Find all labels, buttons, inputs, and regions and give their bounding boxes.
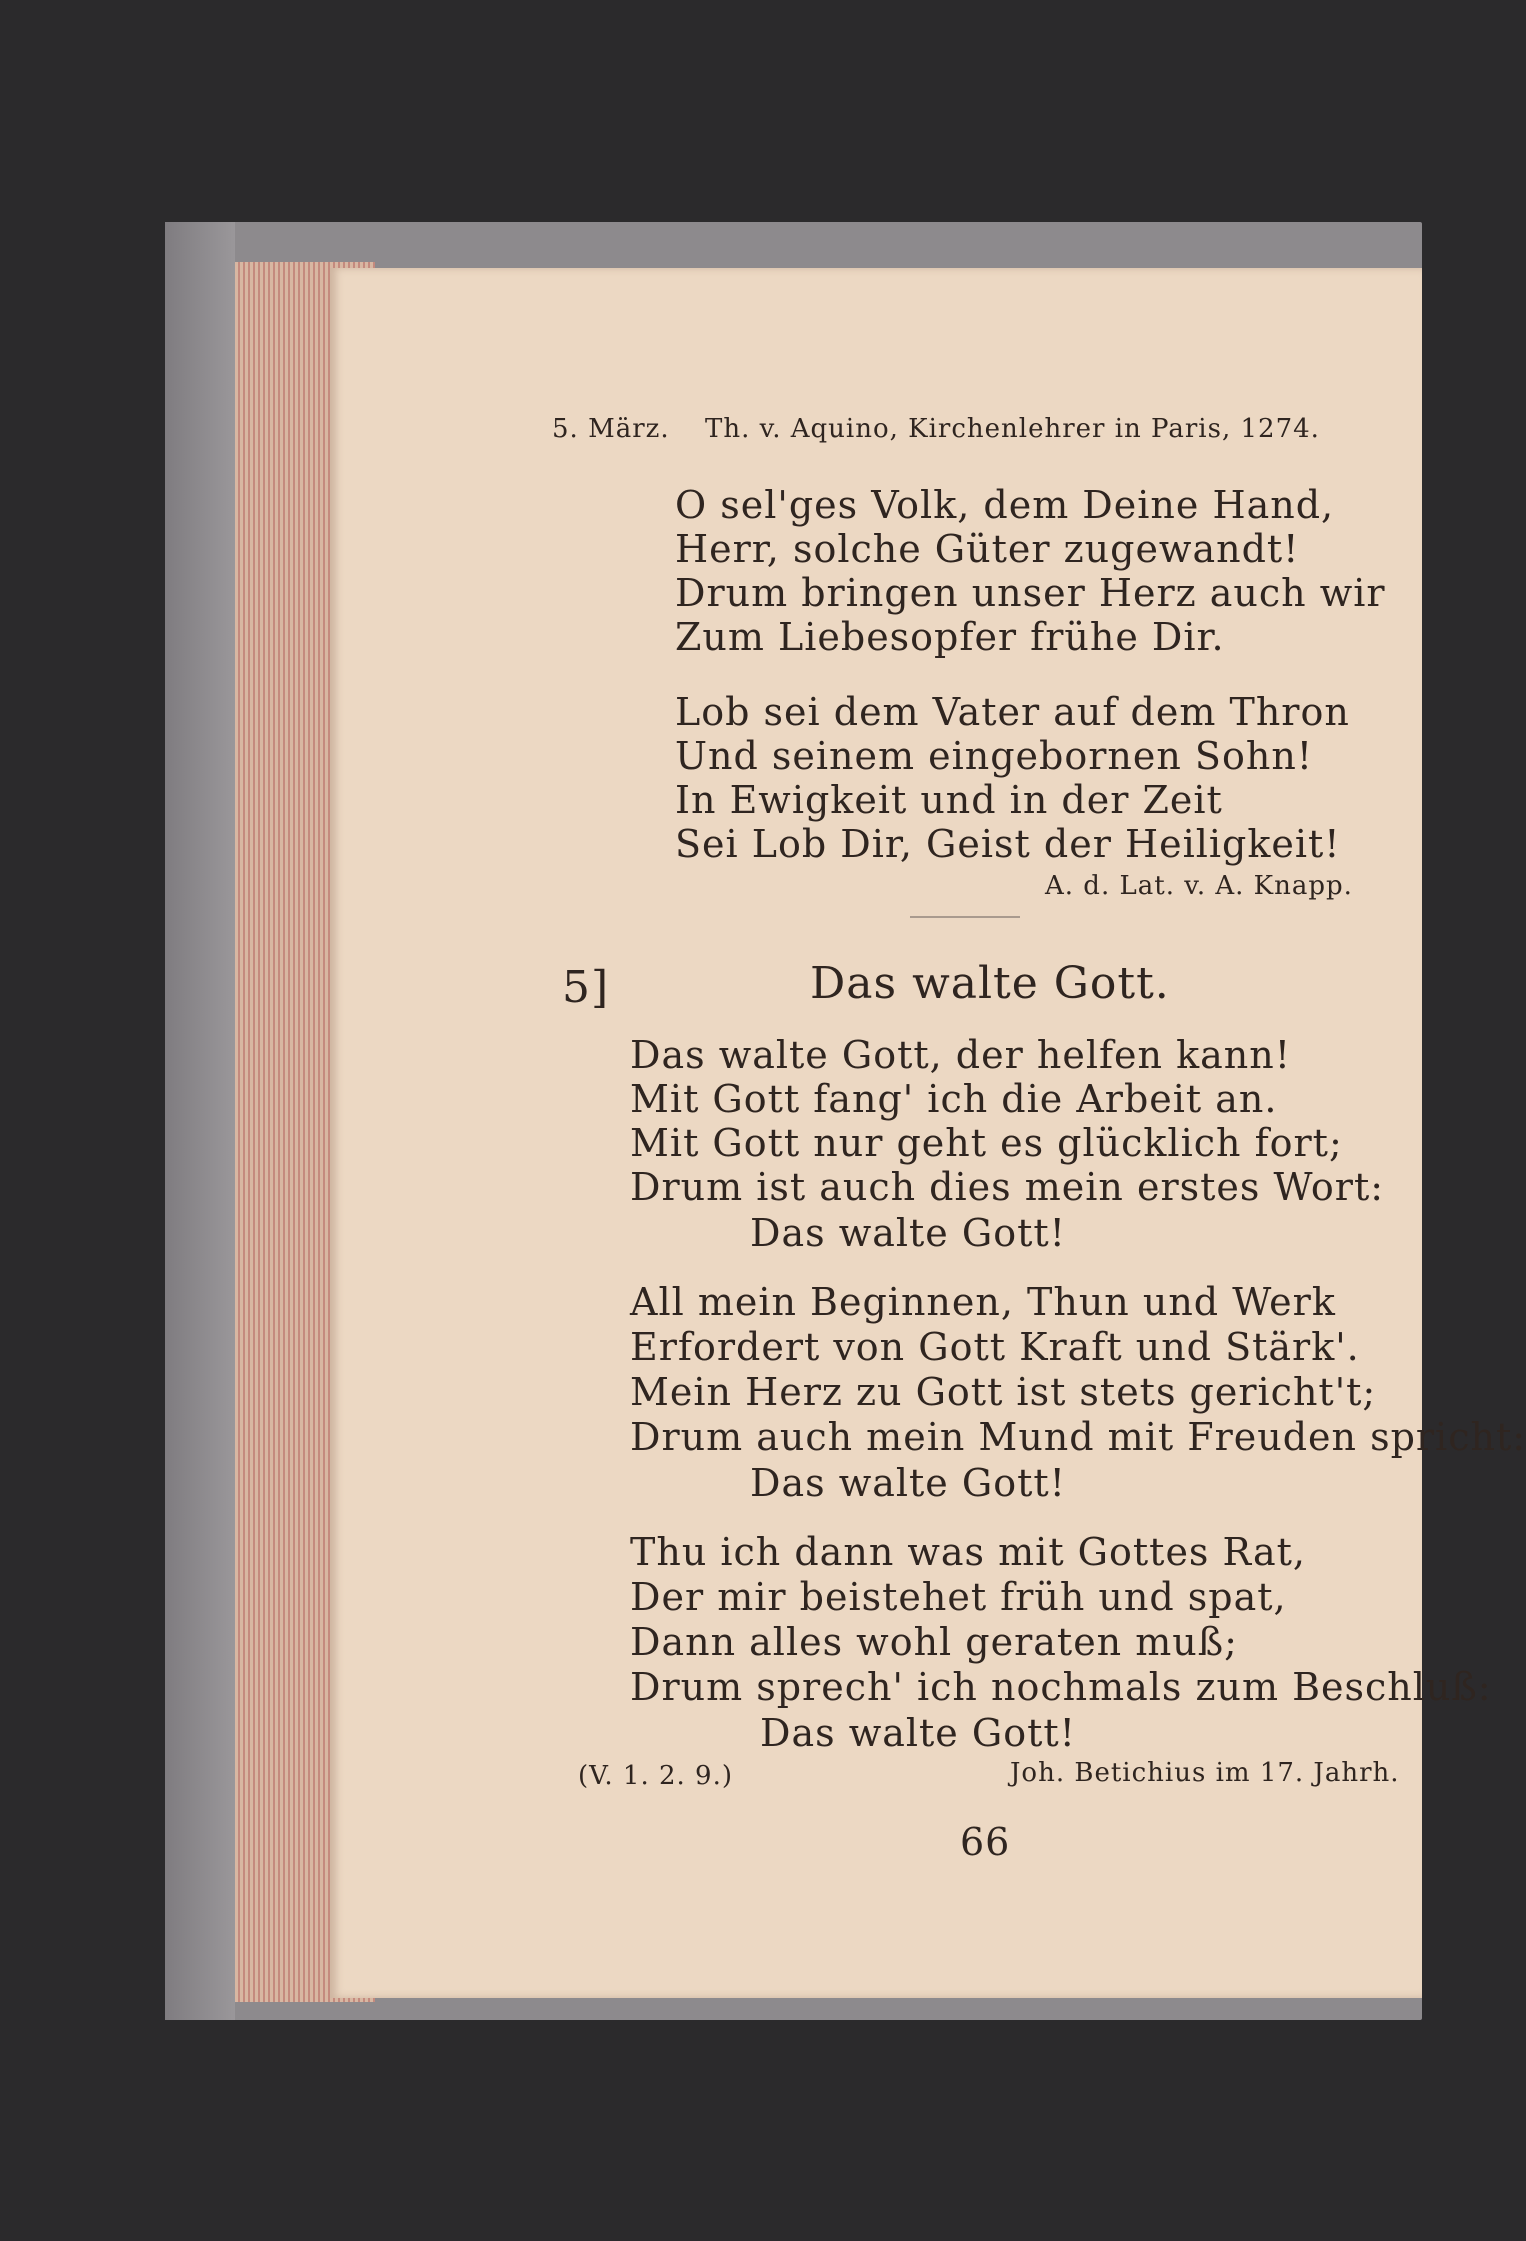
hymn1-attribution: A. d. Lat. v. A. Knapp. [1045,871,1353,901]
header-date: 5. März. [552,414,670,444]
hymn2-line: Der mir beistehet früh und spat, [630,1575,1287,1619]
hymn2-line: Dann alles wohl geraten muß; [630,1620,1238,1664]
hymn2-line: Drum ist auch dies mein erstes Wort: [630,1165,1385,1209]
book-spine-edge [165,222,235,2020]
hymn1-line: Sei Lob Dir, Geist der Heiligkeit! [675,822,1341,866]
hymn1-line: In Ewigkeit und in der Zeit [675,778,1223,822]
page-text [330,268,1526,1998]
hymn1-line: Und seinem eingebornen Sohn! [675,734,1314,778]
hymn2-line: All mein Beginnen, Thun und Werk [630,1280,1336,1324]
hymn1-line: O sel'ges Volk, dem Deine Hand, [675,483,1335,527]
hymn2-refrain: Das walte Gott! [750,1211,1066,1255]
hymn2-line: Mit Gott fang' ich die Arbeit an. [630,1077,1278,1121]
hymn1-line: Drum bringen unser Herz auch wir [675,571,1386,615]
hymn2-line: Drum sprech' ich nochmals zum Beschluß: [630,1665,1492,1709]
hymn2-refrain: Das walte Gott! [760,1711,1076,1755]
verse-reference: (V. 1. 2. 9.) [578,1761,733,1791]
header-saint: Th. v. Aquino, Kirchenlehrer in Paris, 1274. [705,414,1320,444]
hymn-author: Joh. Betichius im 17. Jahrh. [1010,1758,1400,1788]
hymn-number: 5] [562,962,610,1013]
hymn2-line: Erfordert von Gott Kraft und Stärk'. [630,1325,1360,1369]
hymn2-line: Mein Herz zu Gott ist stets gericht't; [630,1370,1377,1414]
hymn-title: Das walte Gott. [810,958,1170,1009]
hymn1-line: Zum Liebesopfer frühe Dir. [675,615,1225,659]
page-number: 66 [960,1820,1011,1864]
hymn2-line: Das walte Gott, der helfen kann! [630,1033,1291,1077]
hymn2-line: Thu ich dann was mit Gottes Rat, [630,1530,1306,1574]
book-page [330,268,1526,1998]
hymn2-line: Mit Gott nur geht es glücklich fort; [630,1121,1343,1165]
hymn1-line: Lob sei dem Vater auf dem Thron [675,690,1350,734]
hymn2-line: Drum auch mein Mund mit Freuden spricht: [630,1415,1526,1459]
hymn1-line: Herr, solche Güter zugewandt! [675,527,1300,571]
hymn2-refrain: Das walte Gott! [750,1461,1066,1505]
section-divider [910,916,1020,918]
